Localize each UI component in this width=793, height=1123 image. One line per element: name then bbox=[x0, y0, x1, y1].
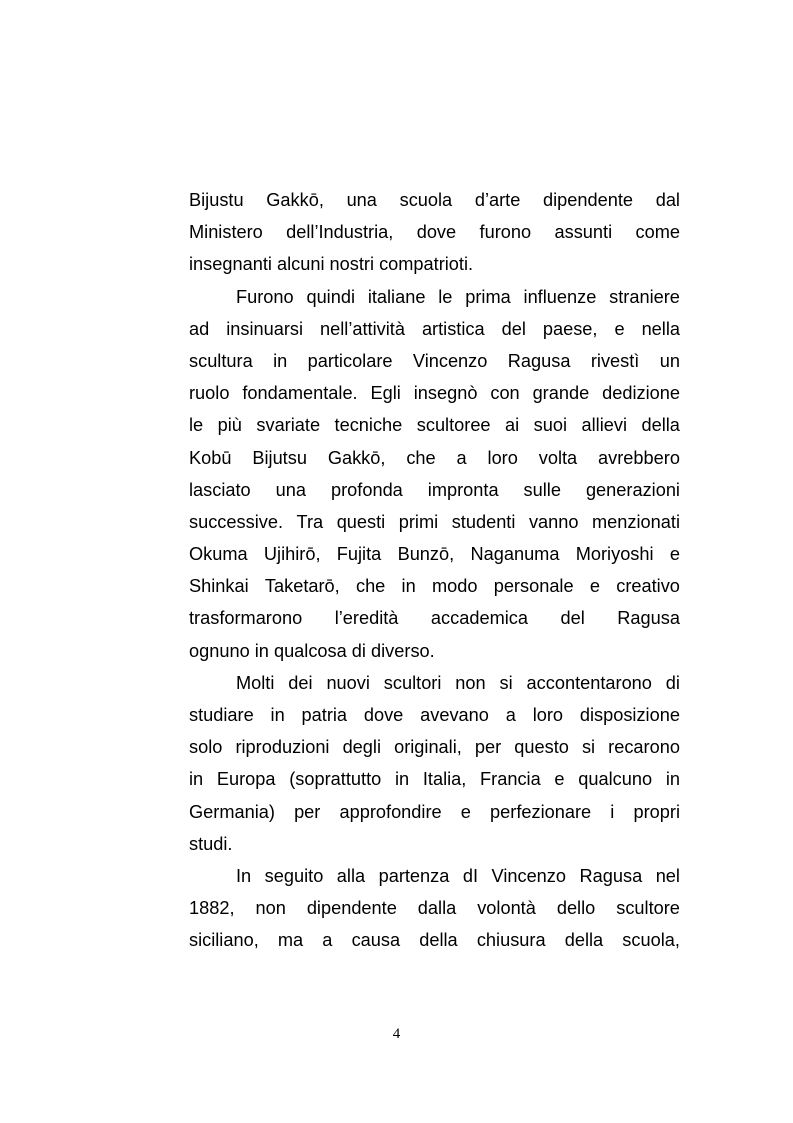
word: nel bbox=[655, 865, 680, 886]
word: propri bbox=[633, 801, 680, 822]
word: volta bbox=[538, 447, 578, 468]
word: scuola bbox=[399, 190, 453, 210]
word: approfondire bbox=[339, 801, 442, 822]
word: accontentarono bbox=[526, 672, 652, 693]
word: rivestì bbox=[590, 350, 640, 371]
word: Furono bbox=[236, 286, 294, 307]
word: Ragusa bbox=[507, 350, 571, 371]
word: partenza bbox=[378, 865, 450, 886]
word: Europa bbox=[216, 769, 276, 790]
text-line bbox=[189, 667, 680, 699]
word: del bbox=[560, 608, 585, 629]
word: come bbox=[635, 222, 680, 243]
word: trasformarono bbox=[189, 608, 303, 629]
word: menzionati bbox=[592, 511, 680, 532]
text-line bbox=[189, 216, 680, 248]
word: dello bbox=[556, 898, 596, 919]
word: Germania) bbox=[189, 801, 275, 822]
word: Fujita bbox=[336, 544, 382, 565]
word: accademica bbox=[430, 608, 528, 629]
text-line bbox=[189, 796, 680, 828]
word: Ujihirō, bbox=[263, 544, 321, 565]
word: sulle bbox=[523, 479, 561, 500]
word: una bbox=[275, 479, 307, 500]
text-line bbox=[189, 506, 680, 538]
word: creativo bbox=[616, 576, 680, 597]
word: nell’attività bbox=[320, 318, 405, 339]
word: e bbox=[554, 769, 565, 790]
word: particolare bbox=[307, 350, 393, 371]
text-line bbox=[189, 924, 680, 956]
text-line bbox=[189, 474, 680, 506]
word: un bbox=[659, 350, 680, 371]
word: della bbox=[564, 930, 604, 951]
word: d’arte bbox=[474, 190, 521, 210]
word: i bbox=[610, 801, 615, 822]
word: dipendente bbox=[306, 898, 397, 919]
word: dal bbox=[655, 190, 680, 210]
word: volontà bbox=[477, 898, 536, 919]
word: Ministero bbox=[189, 222, 263, 243]
word: in bbox=[270, 705, 285, 725]
word: generazioni bbox=[585, 479, 680, 500]
word: dei bbox=[288, 672, 313, 693]
word: ma bbox=[277, 930, 304, 951]
word: Bunzō, bbox=[397, 544, 455, 565]
word: vanno bbox=[528, 511, 579, 532]
text-line bbox=[189, 763, 680, 795]
word: insegnò bbox=[413, 383, 478, 404]
word: Shinkai bbox=[189, 576, 249, 597]
text-line bbox=[189, 377, 680, 409]
word: perfezionare bbox=[490, 801, 592, 822]
word: grande bbox=[532, 383, 590, 404]
word: Kobū bbox=[189, 447, 232, 468]
word: Francia bbox=[480, 769, 541, 790]
word: influenze bbox=[523, 286, 597, 307]
text-line: insegnanti alcuni nostri compatrioti. bbox=[189, 254, 474, 275]
word: di bbox=[665, 672, 680, 693]
word: furono bbox=[479, 222, 532, 243]
word: alla bbox=[336, 865, 366, 886]
word: non bbox=[455, 672, 486, 693]
word: della bbox=[419, 930, 458, 951]
word: riproduzioni bbox=[235, 737, 330, 758]
word: insinuarsi bbox=[226, 318, 304, 339]
word: e bbox=[460, 801, 471, 822]
word: patria bbox=[301, 705, 348, 725]
word: causa bbox=[351, 930, 401, 951]
word: Tra bbox=[296, 511, 324, 532]
word: Molti bbox=[236, 672, 275, 693]
word: dI bbox=[462, 865, 479, 886]
word: dell’Industria, bbox=[286, 222, 394, 243]
word: profonda bbox=[331, 479, 403, 500]
word: Ragusa bbox=[579, 865, 643, 886]
word: allievi bbox=[581, 415, 627, 436]
word: una bbox=[346, 190, 377, 210]
word: personale bbox=[493, 576, 574, 597]
word: dipendente bbox=[543, 190, 634, 210]
word: svariate bbox=[256, 415, 321, 436]
word: nella bbox=[641, 318, 680, 339]
word: siciliano, bbox=[189, 930, 259, 951]
word: (soprattutto bbox=[289, 769, 382, 790]
text-line bbox=[189, 602, 680, 634]
word: 1882, bbox=[189, 898, 235, 919]
word: le bbox=[438, 286, 453, 307]
word: dedizione bbox=[602, 383, 680, 404]
word: l’eredità bbox=[334, 608, 399, 629]
word: questo bbox=[514, 737, 569, 758]
text-line bbox=[189, 860, 680, 892]
paragraph bbox=[189, 667, 680, 860]
word: Vincenzo bbox=[412, 350, 488, 371]
paragraph bbox=[189, 281, 680, 667]
word: recarono bbox=[608, 737, 680, 758]
word: questi bbox=[336, 511, 386, 532]
word: a bbox=[505, 705, 516, 725]
word: ruolo bbox=[189, 383, 230, 404]
text-line: studi. bbox=[189, 833, 233, 854]
word: Okuma bbox=[189, 544, 248, 565]
word: più bbox=[217, 415, 242, 436]
word: e bbox=[614, 318, 625, 339]
word: in bbox=[273, 350, 288, 371]
word: Vincenzo bbox=[491, 865, 567, 886]
text-line bbox=[189, 345, 680, 377]
word: Italia, bbox=[422, 769, 467, 790]
paragraph bbox=[189, 184, 680, 281]
word: disposizione bbox=[579, 705, 680, 725]
text-line bbox=[189, 442, 680, 474]
word: ai bbox=[505, 415, 520, 436]
word: qualcuno bbox=[578, 769, 653, 790]
word: che bbox=[406, 447, 436, 468]
word: Naganuma bbox=[470, 544, 560, 565]
word: In bbox=[236, 865, 252, 886]
word: dove bbox=[416, 222, 457, 243]
text-line bbox=[189, 409, 680, 441]
word: avrebbero bbox=[598, 447, 680, 468]
word: le bbox=[189, 415, 204, 436]
word: Gakkō, bbox=[327, 447, 386, 468]
word: scultoree bbox=[416, 415, 491, 436]
text-line bbox=[189, 313, 680, 345]
word: solo bbox=[189, 737, 223, 758]
word: a bbox=[456, 447, 467, 468]
text-line bbox=[189, 892, 680, 924]
word: Ragusa bbox=[617, 608, 680, 629]
word: Gakkō, bbox=[266, 190, 324, 210]
word: degli bbox=[342, 737, 381, 758]
word: a bbox=[322, 930, 333, 951]
word: assunti bbox=[554, 222, 613, 243]
word: che bbox=[355, 576, 386, 597]
word: studenti bbox=[451, 511, 516, 532]
word: Moriyoshi bbox=[575, 544, 654, 565]
word: si bbox=[499, 672, 513, 693]
paragraph bbox=[189, 860, 680, 957]
word: scultura bbox=[189, 350, 253, 371]
word: in bbox=[665, 769, 680, 790]
word: suoi bbox=[533, 415, 568, 436]
text-line: ognuno in qualcosa di diverso. bbox=[189, 640, 435, 661]
word: scultore bbox=[616, 898, 680, 919]
word: successive. bbox=[189, 511, 284, 532]
word: Egli bbox=[370, 383, 401, 404]
word: avevano bbox=[420, 705, 489, 725]
word: della bbox=[641, 415, 680, 436]
word: per bbox=[474, 737, 502, 758]
text-line bbox=[189, 281, 680, 313]
word: si bbox=[581, 737, 596, 758]
word: non bbox=[255, 898, 286, 919]
word: impronta bbox=[427, 479, 499, 500]
word: loro bbox=[532, 705, 564, 725]
word: in bbox=[189, 769, 204, 790]
word: con bbox=[490, 383, 520, 404]
body-text bbox=[189, 184, 680, 957]
word: Bijutsu bbox=[252, 447, 307, 468]
word: Taketarō, bbox=[264, 576, 340, 597]
word: del bbox=[501, 318, 526, 339]
word: ad bbox=[189, 318, 210, 339]
text-line bbox=[189, 570, 680, 602]
word: primi bbox=[398, 511, 439, 532]
word: dove bbox=[363, 705, 404, 725]
word: lasciato bbox=[189, 479, 251, 500]
text-line bbox=[189, 184, 680, 216]
word: studiare bbox=[189, 705, 254, 725]
word: e bbox=[669, 544, 680, 565]
word: e bbox=[589, 576, 600, 597]
word: loro bbox=[487, 447, 518, 468]
text-line bbox=[189, 538, 680, 570]
word: fondamentale. bbox=[242, 383, 358, 404]
word: artistica bbox=[421, 318, 485, 339]
word: scultori bbox=[383, 672, 442, 693]
word: paese, bbox=[542, 318, 598, 339]
word: chiusura bbox=[476, 930, 546, 951]
word: seguito bbox=[264, 865, 324, 886]
text-line bbox=[189, 731, 680, 763]
text-line bbox=[189, 699, 680, 731]
word: originali, bbox=[394, 737, 462, 758]
word: in bbox=[401, 576, 416, 597]
word: tecniche bbox=[334, 415, 403, 436]
word: quindi bbox=[306, 286, 355, 307]
word: straniere bbox=[609, 286, 680, 307]
word: dalla bbox=[417, 898, 457, 919]
word: Bijustu bbox=[189, 190, 244, 210]
word: modo bbox=[431, 576, 478, 597]
word: nuovi bbox=[326, 672, 370, 693]
page-number: 4 bbox=[392, 1026, 401, 1042]
word: in bbox=[394, 769, 410, 790]
word: per bbox=[294, 801, 321, 822]
word: italiane bbox=[367, 286, 426, 307]
word: scuola, bbox=[622, 930, 680, 951]
word: prima bbox=[465, 286, 511, 307]
